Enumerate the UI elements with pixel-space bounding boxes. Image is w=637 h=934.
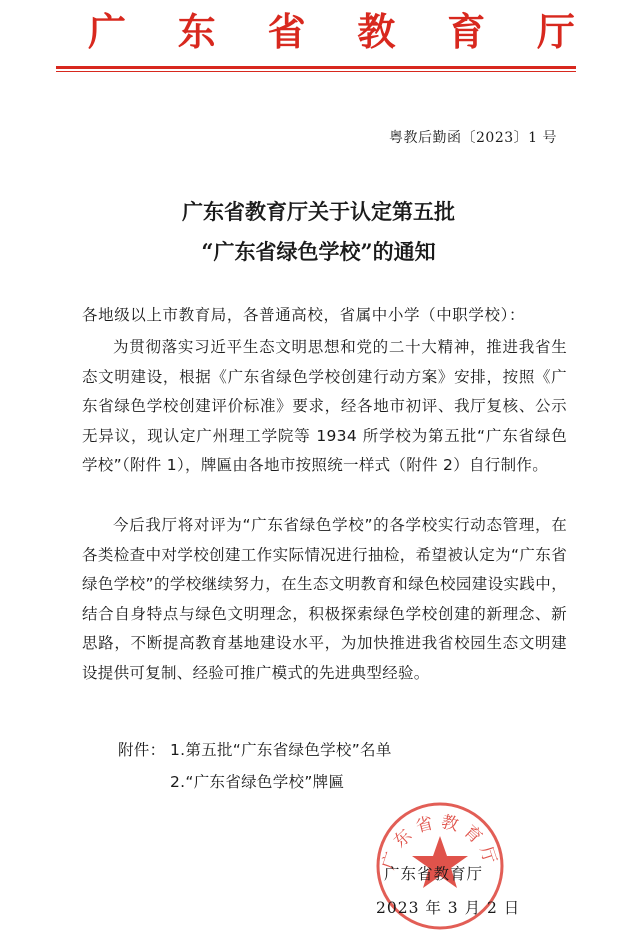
letterhead-divider	[56, 66, 576, 69]
signing-organization: 广东省教育厅	[384, 865, 484, 883]
document-title-line-2: “广东省绿色学校”的通知	[201, 239, 436, 264]
attachment-item: 1.第五批“广东省绿色学校”名单	[170, 741, 392, 759]
body-paragraph: 为贯彻落实习近平生态文明思想和党的二十大精神，推进我省生态文明建设，根据《广东省绿色学校创建行动方案》安排，按照《广东省绿色学校创建评价标准》要求，经各地市初评、我厅复核、公示无异议，现认定广州理工学院等 1934 所学校为第五批“广东省绿色学校”（附件 1），牌匾由各地市按照统一样式（附件 2）自行制作。	[82, 338, 567, 474]
body-paragraph: 今后我厅将对评为“广东省绿色学校”的各学校实行动态管理，在各类检查中对学校创建工作实际情况进行抽检，希望被认定为“广东省绿色学校”的学校继续努力，在生态文明教育和绿色校园建设实践中，结合自身特点与绿色文明理念，积极探索绿色学校创建的新理念、新思路，不断提高教育基地建设水平，为加快推进我省校园生态文明建设提供可复制、经验可推广模式的先进典型经验。	[82, 516, 567, 682]
document-title-line-1: 广东省教育厅关于认定第五批	[182, 199, 455, 224]
attachment-item: 2.“广东省绿色学校”牌匾	[170, 773, 345, 791]
letterhead-char: 教	[357, 9, 396, 54]
letterhead-char: 省	[267, 9, 306, 54]
letterhead-char: 厅	[536, 9, 575, 54]
signing-date: 2023 年 3 月 2 日	[376, 899, 521, 917]
letterhead-char: 广	[88, 9, 127, 54]
seal-text: 广东省教育厅	[378, 812, 502, 873]
attachments-label: 附件：	[118, 741, 166, 759]
salutation: 各地级以上市教育局，各普通高校，省属中小学（中职学校）：	[82, 306, 526, 324]
letterhead-char: 育	[447, 9, 486, 54]
letterhead-divider-thin	[56, 71, 576, 72]
document-number: 粤教后勤函〔2023〕1 号	[389, 130, 557, 146]
letterhead-char: 东	[177, 9, 216, 54]
letterhead	[0, 6, 637, 58]
